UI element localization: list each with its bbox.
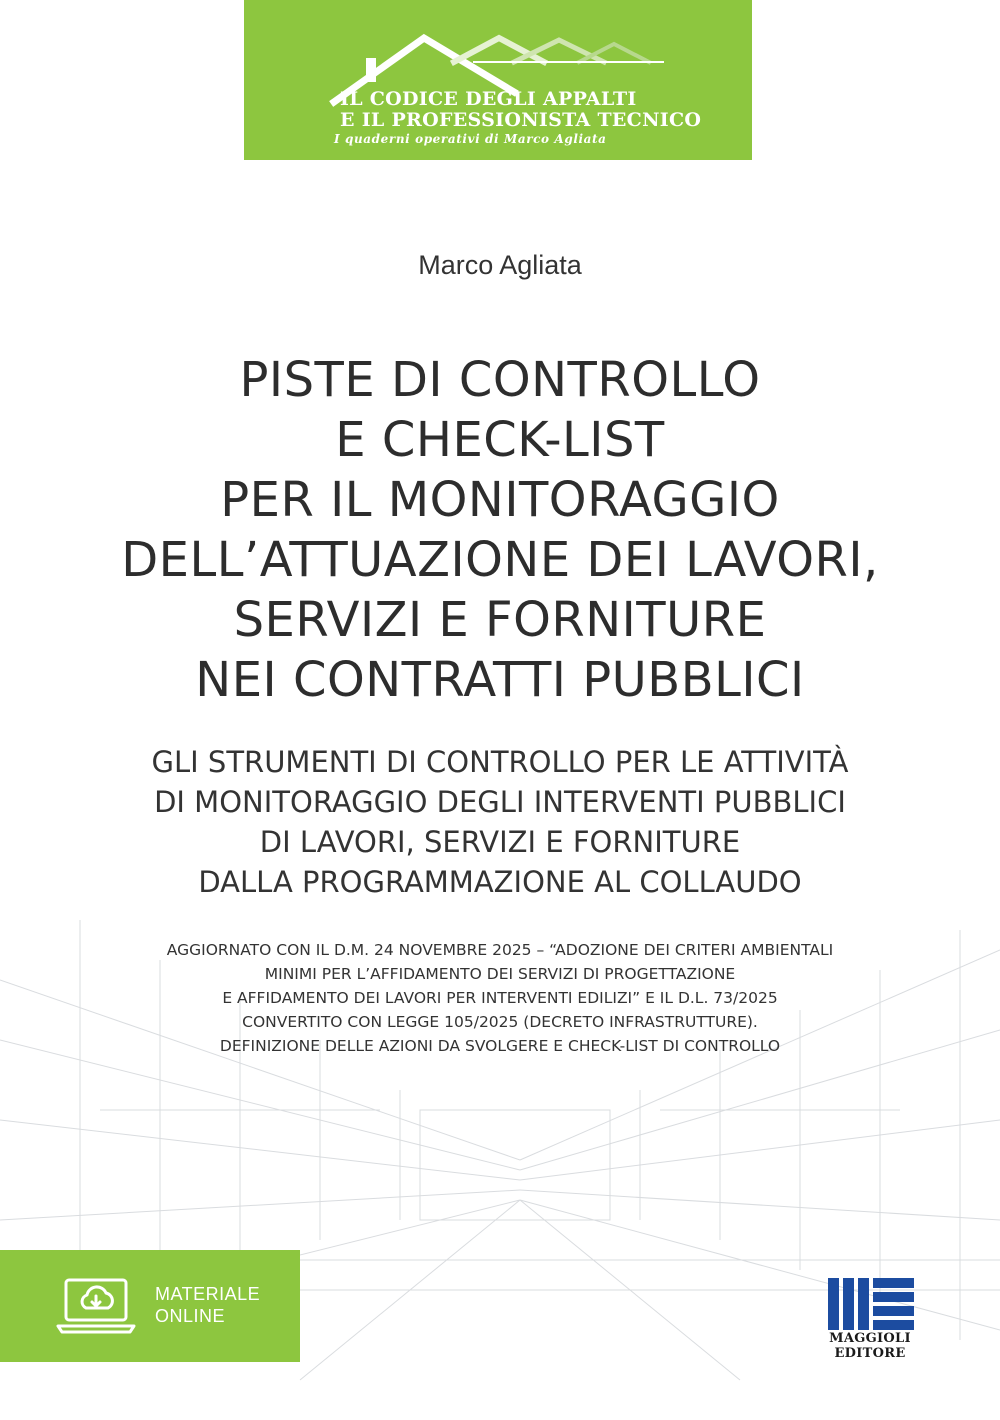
publisher-logo — [822, 1278, 918, 1368]
note-line: CONVERTITO CON LEGGE 105/2025 (DECRETO INFRASTRUTTURE). — [242, 1013, 758, 1031]
series-title-line-2: E IL PROFESSIONISTA TECNICO — [340, 109, 702, 131]
note-line: AGGIORNATO CON IL D.M. 24 NOVEMBRE 2025 – “ADOZIONE DEI CRITERI AMBIENTALI — [166, 941, 834, 959]
subtitle-line: GLI STRUMENTI DI CONTROLLO PER LE ATTIVITÀ — [151, 745, 849, 779]
note-line: DEFINIZIONE DELLE AZIONI DA SVOLGERE E CHECK-LIST DI CONTROLLO — [219, 1037, 781, 1055]
online-label-line-2: ONLINE — [155, 1306, 226, 1326]
publisher-suffix: EDITORE — [834, 1346, 906, 1361]
publisher-name: MAGGIOLI — [829, 1331, 911, 1346]
update-note — [0, 938, 1000, 1058]
series-title-line-1: IL CODICE DEGLI APPALTI — [340, 88, 637, 110]
series-subtitle: I quaderni operativi di Marco Agliata — [334, 132, 607, 146]
title-line: NEI CONTRATTI PUBBLICI — [195, 652, 805, 708]
subtitle-line: DALLA PROGRAMMAZIONE AL COLLAUDO — [198, 865, 802, 899]
title-line: SERVIZI E FORNITURE — [233, 592, 767, 648]
subtitle-line: DI LAVORI, SERVIZI E FORNITURE — [259, 825, 741, 859]
book-subtitle — [0, 742, 1000, 902]
title-line: DELL’ATTUAZIONE DEI LAVORI, — [121, 532, 879, 588]
online-material-badge[interactable] — [0, 1250, 300, 1362]
note-line: E AFFIDAMENTO DEI LAVORI PER INTERVENTI EDILIZI” E IL D.L. 73/2025 — [222, 989, 778, 1007]
laptop-download-icon — [56, 1276, 136, 1336]
book-title — [0, 350, 1000, 710]
online-label-line-1: MATERIALE — [155, 1284, 261, 1304]
maggioli-logo-icon — [828, 1278, 914, 1330]
series-banner — [244, 0, 752, 160]
title-line: E CHECK-LIST — [335, 412, 665, 468]
note-line: MINIMI PER L’AFFIDAMENTO DEI SERVIZI DI PROGETTAZIONE — [264, 965, 736, 983]
author-name: Marco Agliata — [418, 250, 582, 280]
subtitle-line: DI MONITORAGGIO DEGLI INTERVENTI PUBBLICI — [154, 785, 846, 819]
title-line: PISTE DI CONTROLLO — [239, 352, 761, 408]
title-line: PER IL MONITORAGGIO — [220, 472, 780, 528]
